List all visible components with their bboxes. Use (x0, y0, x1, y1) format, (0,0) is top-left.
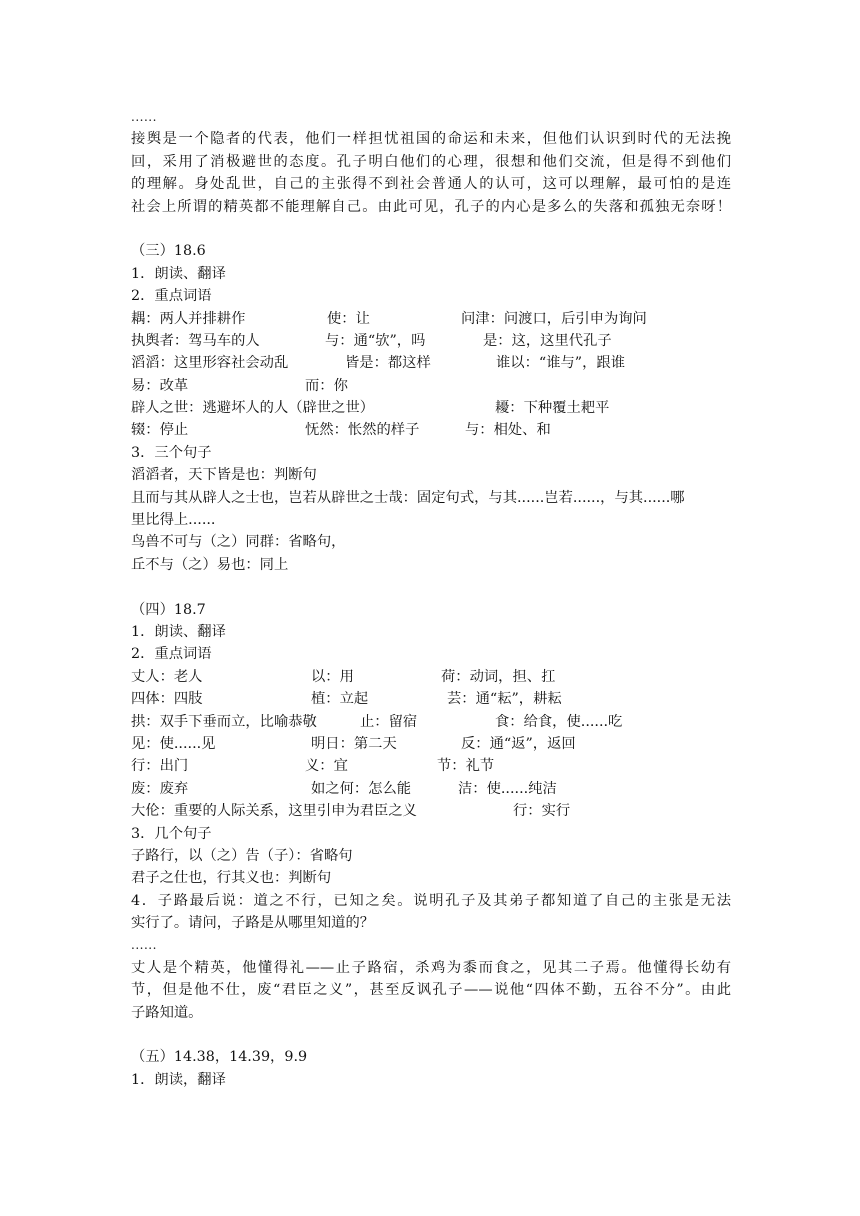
sentence-line: 滔滔者，天下皆是也：判断句 (131, 467, 317, 484)
vocab-entry: 如之何：怎么能 (311, 780, 412, 797)
vocab-entry: 与：通“欤”，吗 (325, 332, 426, 349)
vocab-entry: 问津：问渡口，后引申为询问 (461, 310, 647, 327)
vocab-entry: 行：实行 (513, 803, 571, 820)
vocab-entry: 辟人之世：逃避坏人的人（辟世之世） (131, 400, 375, 417)
vocab-entry: 止：留宿 (360, 713, 418, 730)
sentence-line: 鸟兽不可与（之）同群：省略句， (131, 534, 346, 551)
vocab-row (131, 733, 731, 755)
answer-line: 丈人是个精英，他懂得礼——止子路宿，杀鸡为黍而食之，见其二子焉。他懂得长幼有 (131, 959, 731, 976)
sentence-line: 里比得上...... (131, 512, 216, 529)
answer-line: 子路知道。 (131, 1004, 203, 1021)
vocab-entry: 节：礼节 (437, 758, 495, 775)
vocab-entry: 荷：动词，担、扛 (441, 668, 556, 685)
vocab-entry: 耰：下种覆土耙平 (495, 400, 610, 417)
vocab-row (131, 375, 731, 397)
section-4-item-3: 3．几个句子 (131, 825, 212, 842)
spacer (131, 1024, 731, 1046)
answer-line: 节，但是他不仕，废“君臣之义”，甚至反讽孔子——说他“四体不勤，五谷不分”。由此 (131, 982, 731, 999)
vocab-row (131, 397, 731, 419)
vocab-entry: 明日：第二天 (311, 735, 397, 752)
vocab-row (131, 330, 731, 352)
vocab-row (131, 419, 731, 441)
vocab-entry: 四体：四肢 (131, 691, 203, 708)
vocab-entry: 反：通“返”，返回 (461, 735, 576, 752)
section-3-item-2: 2．重点词语 (131, 288, 212, 305)
vocab-entry: 耦：两人并排耕作 (131, 310, 246, 327)
intro-paragraph-line: 的理解。身处乱世，自己的主张得不到社会普通人的认可，这可以理解，最可怕的是连 (131, 176, 731, 193)
vocab-row (131, 308, 731, 330)
section-4-item-1: 1．朗读、翻译 (131, 623, 226, 640)
section-3-item-3: 3．三个句子 (131, 444, 212, 461)
intro-paragraph-line: 回，采用了消极避世的态度。孔子明白他们的心理，很想和他们交流，但是得不到他们 (131, 153, 731, 170)
vocab-entry: 见：使......见 (131, 735, 216, 752)
vocab-entry: 滔滔：这里形容社会动乱 (131, 355, 289, 372)
vocab-entry: 易：改革 (131, 377, 189, 394)
section-5-heading: （五）14.38，14.39，9.9 (131, 1049, 308, 1066)
vocab-entry: 是：这，这里代孔子 (483, 332, 612, 349)
vocab-entry: 以：用 (311, 668, 354, 685)
section-4-item-2: 2．重点词语 (131, 646, 212, 663)
vocab-row (131, 800, 731, 822)
vocab-entry: 丈人：老人 (131, 668, 203, 685)
question-line: 实行了。请问，子路是从哪里知道的？ (131, 915, 375, 932)
document-body (131, 106, 731, 1091)
vocab-entry: 大伦：重要的人际关系，这里引申为君臣之义 (131, 803, 417, 820)
answer-ellipsis: ...... (131, 938, 157, 953)
sentence-line: 丘不与（之）易也：同上 (131, 556, 289, 573)
vocab-entry: 食：给食，使......吃 (495, 713, 623, 730)
vocab-row (131, 666, 731, 688)
vocab-entry: 洁：使......纯洁 (458, 780, 557, 797)
intro-paragraph-line: 接舆是一个隐者的代表，他们一样担忧祖国的命运和未来，但他们认识到时代的无法挽 (131, 131, 731, 148)
spacer (131, 218, 731, 240)
vocab-entry: 义：宜 (305, 758, 348, 775)
vocab-row (131, 778, 731, 800)
section-3-heading: （三）18.6 (131, 243, 206, 260)
section-3-item-1: 1．朗读、翻译 (131, 265, 226, 282)
vocab-entry: 怃然：怅然的样子 (305, 422, 420, 439)
vocab-entry: 使：让 (327, 310, 370, 327)
vocab-entry: 废：废弃 (131, 780, 189, 797)
vocab-entry: 植：立起 (311, 691, 369, 708)
vocab-entry: 拱：双手下垂而立，比喻恭敬 (131, 713, 317, 730)
intro-ellipsis: ...... (131, 110, 157, 124)
sentence-line: 子路行，以（之）告（子）：省略句 (131, 847, 353, 864)
vocab-entry: 芸：通“耘”，耕耘 (447, 691, 562, 708)
spacer (131, 576, 731, 598)
sentence-line: 君子之仕也，行其义也：判断句 (131, 870, 332, 887)
vocab-row (131, 711, 731, 733)
intro-paragraph-line: 社会上所谓的精英都不能理解自己。由此可见，孔子的内心是多么的失落和孤独无奈呀！ (131, 198, 731, 215)
vocab-entry: 辍：停止 (131, 422, 189, 439)
vocab-row (131, 688, 731, 710)
sentence-line: 且而与其从辟人之士也，岂若从辟世之士哉：固定句式，与其......岂若......，与其......哪 (131, 489, 685, 506)
section-4-heading: （四）18.7 (131, 601, 206, 618)
vocab-entry: 执舆者：驾马车的人 (131, 332, 260, 349)
vocab-entry: 皆是：都这样 (345, 355, 431, 372)
vocab-entry: 谁以：“谁与”，跟谁 (496, 355, 625, 372)
vocab-entry: 行：出门 (131, 758, 189, 775)
vocab-row (131, 755, 731, 777)
vocab-entry: 而：你 (305, 377, 348, 394)
question-line: 4．子路最后说：道之不行，已知之矣。说明孔子及其弟子都知道了自己的主张是无法 (131, 892, 731, 909)
vocab-row (131, 352, 731, 374)
vocab-entry: 与：相处、和 (465, 422, 551, 439)
section-5-item-1: 1．朗读，翻译 (131, 1071, 226, 1088)
